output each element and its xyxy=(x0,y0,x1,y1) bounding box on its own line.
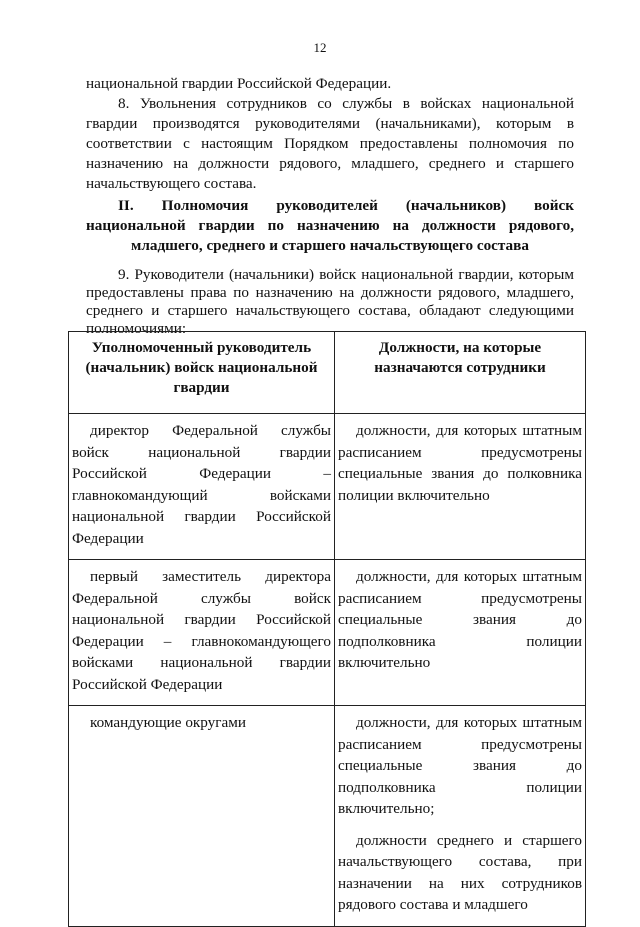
cell-positions xyxy=(335,414,586,560)
section-heading: II. Полномочия руководителей (начальников) войск национальной гвардии по назначению на должности рядового, младшего, среднего и старшего начальствующего состава xyxy=(86,197,574,254)
paragraph-8: 8. Увольнения сотрудников со службы в войсках национальной гвардии производятся руководителями (начальниками), которым в соответствии с настоящим Порядком предоставлены полномочия по назначению на должности рядового, младшего, среднего и старшего начальствующего состава. xyxy=(86,95,574,192)
cell-positions xyxy=(335,706,586,927)
paragraph-continuation: национальной гвардии Российской Федерации. xyxy=(86,75,392,92)
header-positions: Должности, на которые назначаются сотрудники xyxy=(335,332,586,414)
authority-table xyxy=(68,331,586,927)
table-header-row xyxy=(69,332,586,414)
official-text: командующие округами xyxy=(90,714,246,731)
table-row xyxy=(69,706,586,927)
table-row xyxy=(69,560,586,706)
official-text: первый заместитель директора Федеральной службы войск национальной гвардии Российской Федерации – главнокомандующего войсками национальной гвардии Российской Федерации xyxy=(72,568,331,693)
positions-text: должности среднего и старшего начальствующего состава, при назначении на них сотрудников рядового состава и младшего xyxy=(338,831,582,913)
positions-text: должности, для которых штатным расписанием предусмотрены специальные звания до подполковника полиции включительно xyxy=(338,568,582,671)
cell-positions xyxy=(335,560,586,706)
positions-text: должности, для которых штатным расписанием предусмотрены специальные звания до подполковника полиции включительно; xyxy=(338,714,582,817)
paragraph-9: 9. Руководители (начальники) войск национальной гвардии, которым предоставлены права по назначению на должности рядового, младшего, среднего и старшего начальствующего состава, обладают следующими полномочиями: xyxy=(86,266,574,337)
page-number: 12 xyxy=(313,40,327,55)
cell-official xyxy=(69,706,335,927)
cell-official xyxy=(69,414,335,560)
official-text: директор Федеральной службы войск национальной гвардии Российской Федерации – главнокомандующий войсками национальной гвардии Российской Федерации xyxy=(72,422,331,547)
header-official: Уполномоченный руководитель (начальник) войск национальной гвардии xyxy=(69,332,335,414)
cell-official xyxy=(69,560,335,706)
table-row xyxy=(69,414,586,560)
positions-text: должности, для которых штатным расписанием предусмотрены специальные звания до полковника полиции включительно xyxy=(338,422,582,504)
